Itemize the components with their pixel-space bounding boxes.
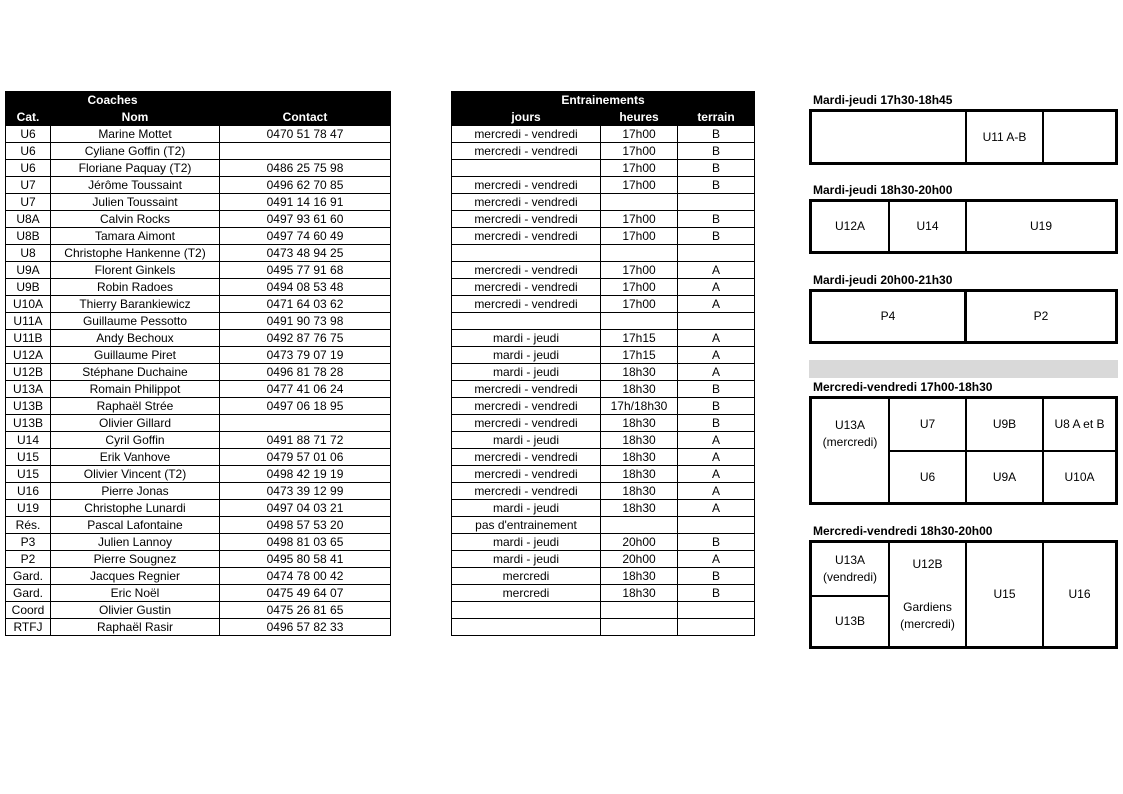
cell-heures: 18h30 <box>601 568 678 585</box>
coaches-row <box>6 619 391 636</box>
cell-heures: 17h00 <box>601 160 678 177</box>
training-row <box>452 313 755 330</box>
training-row <box>452 398 755 415</box>
coaches-row <box>6 432 391 449</box>
cell-cat: U12B <box>6 364 51 381</box>
training-row <box>452 466 755 483</box>
cell-contact: 0497 04 03 21 <box>220 500 391 517</box>
cell-contact: 0495 77 91 68 <box>220 262 391 279</box>
cell-cat: U11B <box>6 330 51 347</box>
coaches-row <box>6 330 391 347</box>
training-row <box>452 534 755 551</box>
cell-terrain <box>678 619 755 636</box>
training-row <box>452 330 755 347</box>
cell-terrain: B <box>678 228 755 245</box>
cell-cat: U12A <box>6 347 51 364</box>
coaches-row <box>6 483 391 500</box>
cell-contact: 0479 57 01 06 <box>220 449 391 466</box>
training-row <box>452 262 755 279</box>
cell-cat: Rés. <box>6 517 51 534</box>
schedule-1-cell <box>811 111 966 163</box>
coaches-table <box>5 91 391 636</box>
cell-terrain: B <box>678 211 755 228</box>
training-row <box>452 245 755 262</box>
coaches-row <box>6 551 391 568</box>
cell-terrain: B <box>678 177 755 194</box>
cell-contact: 0498 81 03 65 <box>220 534 391 551</box>
cell-heures: 18h30 <box>601 466 678 483</box>
training-row <box>452 415 755 432</box>
cell-cat: U6 <box>6 160 51 177</box>
cell-contact: 0498 42 19 19 <box>220 466 391 483</box>
training-row <box>452 602 755 619</box>
schedule-4-title: Mercredi-vendredi 17h00-18h30 <box>813 380 993 394</box>
cell-cat: Gard. <box>6 585 51 602</box>
cell-heures: 18h30 <box>601 585 678 602</box>
cell-contact: 0486 25 75 98 <box>220 160 391 177</box>
cell-heures: 17h00 <box>601 126 678 143</box>
cell-contact <box>220 143 391 160</box>
schedule-5-cell-gardiens <box>889 542 966 647</box>
cell-heures: 18h30 <box>601 364 678 381</box>
cell-jours: mercredi - vendredi <box>452 381 601 398</box>
cell-terrain <box>678 517 755 534</box>
training-row <box>452 483 755 500</box>
schedule-5-cell: U16 <box>1043 542 1116 647</box>
cell-contact: 0496 57 82 33 <box>220 619 391 636</box>
schedule-4-cell: U9B <box>966 398 1043 451</box>
schedule-2-cell: U19 <box>966 201 1116 252</box>
schedule-3-cell: P4 <box>811 291 966 342</box>
training-table <box>451 91 755 636</box>
cell-jours: mardi - jeudi <box>452 347 601 364</box>
coaches-row <box>6 194 391 211</box>
cell-terrain: A <box>678 330 755 347</box>
cell-terrain: A <box>678 483 755 500</box>
cell-jours: mardi - jeudi <box>452 432 601 449</box>
training-header-top <box>452 92 755 109</box>
training-row <box>452 432 755 449</box>
schedule-5-cell: U13B <box>811 596 889 647</box>
cell-contact: 0470 51 78 47 <box>220 126 391 143</box>
cell-contact: 0471 64 03 62 <box>220 296 391 313</box>
cell-nom: Jérôme Toussaint <box>51 177 220 194</box>
cell-jours: mercredi - vendredi <box>452 126 601 143</box>
cell-nom: Julien Toussaint <box>51 194 220 211</box>
cell-jours: mercredi - vendredi <box>452 143 601 160</box>
coaches-row <box>6 517 391 534</box>
cell-nom: Pierre Sougnez <box>51 551 220 568</box>
schedule-1-cell <box>1043 111 1116 163</box>
cell-cat: U9B <box>6 279 51 296</box>
cell-nom: Stéphane Duchaine <box>51 364 220 381</box>
cell-heures: 17h00 <box>601 211 678 228</box>
cell-jours: mercredi - vendredi <box>452 466 601 483</box>
training-row <box>452 279 755 296</box>
cell-contact: 0475 49 64 07 <box>220 585 391 602</box>
schedule-5-label: U12B <box>912 557 943 571</box>
cell-heures <box>601 602 678 619</box>
coaches-row <box>6 381 391 398</box>
training-header-cols <box>452 109 755 126</box>
cell-cat: U15 <box>6 449 51 466</box>
cell-terrain: B <box>678 415 755 432</box>
cell-nom: Cyril Goffin <box>51 432 220 449</box>
cell-cat: U7 <box>6 194 51 211</box>
cell-terrain: B <box>678 585 755 602</box>
training-row <box>452 228 755 245</box>
cell-contact: 0491 14 16 91 <box>220 194 391 211</box>
cell-nom: Christophe Hankenne (T2) <box>51 245 220 262</box>
schedule-4-cell: U13A (mercredi) <box>811 398 889 503</box>
cell-contact: 0498 57 53 20 <box>220 517 391 534</box>
col-contact: Contact <box>220 109 391 126</box>
cell-heures: 17h00 <box>601 177 678 194</box>
cell-contact: 0473 39 12 99 <box>220 483 391 500</box>
coaches-row <box>6 279 391 296</box>
cell-contact: 0473 79 07 19 <box>220 347 391 364</box>
cell-nom: Marine Mottet <box>51 126 220 143</box>
cell-nom: Erik Vanhove <box>51 449 220 466</box>
cell-terrain: A <box>678 466 755 483</box>
coaches-row <box>6 415 391 432</box>
cell-terrain: A <box>678 432 755 449</box>
cell-nom: Pierre Jonas <box>51 483 220 500</box>
cell-contact: 0495 80 58 41 <box>220 551 391 568</box>
training-row <box>452 585 755 602</box>
schedule-5-cell: U15 <box>966 542 1043 647</box>
schedule-4-cell: U9A <box>966 451 1043 503</box>
cell-terrain: A <box>678 500 755 517</box>
cell-terrain: A <box>678 296 755 313</box>
cell-jours <box>452 313 601 330</box>
coaches-row <box>6 160 391 177</box>
training-row <box>452 551 755 568</box>
cell-cat: U7 <box>6 177 51 194</box>
cell-heures: 17h00 <box>601 296 678 313</box>
cell-jours: mercredi - vendredi <box>452 262 601 279</box>
cell-heures: 17h00 <box>601 228 678 245</box>
cell-contact: 0475 26 81 65 <box>220 602 391 619</box>
cell-jours: mercredi - vendredi <box>452 228 601 245</box>
training-body <box>452 126 755 636</box>
schedule-2-cell: U12A <box>811 201 889 252</box>
training-row <box>452 381 755 398</box>
schedule-4-cell: U10A <box>1043 451 1116 503</box>
coaches-row <box>6 398 391 415</box>
coaches-row <box>6 211 391 228</box>
cell-cat: Gard. <box>6 568 51 585</box>
cell-nom: Julien Lannoy <box>51 534 220 551</box>
schedule-2-grid <box>809 199 1118 254</box>
coaches-row <box>6 143 391 160</box>
training-row <box>452 194 755 211</box>
schedule-4-cell: U8 A et B <box>1043 398 1116 451</box>
cell-nom: Christophe Lunardi <box>51 500 220 517</box>
cell-nom: Jacques Regnier <box>51 568 220 585</box>
training-row <box>452 211 755 228</box>
schedule-1-grid <box>809 109 1118 165</box>
cell-cat: Coord <box>6 602 51 619</box>
coaches-row <box>6 126 391 143</box>
schedule-3-cell: P2 <box>966 291 1116 342</box>
cell-nom: Romain Philippot <box>51 381 220 398</box>
training-row <box>452 126 755 143</box>
schedule-5-grid <box>809 540 1118 649</box>
cell-heures: 18h30 <box>601 500 678 517</box>
training-row <box>452 347 755 364</box>
coaches-row <box>6 466 391 483</box>
col-heures: heures <box>601 109 678 126</box>
coaches-header-top <box>6 92 391 109</box>
cell-terrain: B <box>678 126 755 143</box>
cell-cat: U8 <box>6 245 51 262</box>
cell-cat: U16 <box>6 483 51 500</box>
cell-contact: 0497 93 61 60 <box>220 211 391 228</box>
cell-jours: mercredi <box>452 585 601 602</box>
schedule-4-cell: U6 <box>889 451 966 503</box>
cell-heures: 18h30 <box>601 432 678 449</box>
cell-heures: 17h00 <box>601 262 678 279</box>
cell-jours: mercredi <box>452 568 601 585</box>
coaches-title: Coaches <box>6 92 220 109</box>
col-nom: Nom <box>51 109 220 126</box>
cell-terrain: A <box>678 449 755 466</box>
cell-cat: U14 <box>6 432 51 449</box>
cell-cat: U6 <box>6 143 51 160</box>
cell-nom: Olivier Vincent (T2) <box>51 466 220 483</box>
cell-jours: mercredi - vendredi <box>452 211 601 228</box>
training-row <box>452 517 755 534</box>
cell-cat: P2 <box>6 551 51 568</box>
cell-heures <box>601 517 678 534</box>
cell-jours: mardi - jeudi <box>452 551 601 568</box>
cell-contact: 0492 87 76 75 <box>220 330 391 347</box>
cell-nom: Robin Radoes <box>51 279 220 296</box>
divider-bar <box>809 360 1118 378</box>
cell-terrain: A <box>678 262 755 279</box>
cell-terrain: B <box>678 568 755 585</box>
cell-nom: Andy Bechoux <box>51 330 220 347</box>
schedule-2-cell: U14 <box>889 201 966 252</box>
cell-cat: U8B <box>6 228 51 245</box>
coaches-row <box>6 585 391 602</box>
cell-nom: Calvin Rocks <box>51 211 220 228</box>
col-cat: Cat. <box>6 109 51 126</box>
cell-cat: U9A <box>6 262 51 279</box>
cell-contact: 0474 78 00 42 <box>220 568 391 585</box>
col-terrain: terrain <box>678 109 755 126</box>
cell-jours <box>452 160 601 177</box>
cell-cat: RTFJ <box>6 619 51 636</box>
cell-heures: 17h15 <box>601 347 678 364</box>
schedule-1-cell: U11 A-B <box>966 111 1043 163</box>
cell-jours: mercredi - vendredi <box>452 449 601 466</box>
cell-jours: mercredi - vendredi <box>452 177 601 194</box>
cell-cat: U13A <box>6 381 51 398</box>
training-row <box>452 619 755 636</box>
cell-nom: Guillaume Piret <box>51 347 220 364</box>
cell-contact: 0491 90 73 98 <box>220 313 391 330</box>
cell-contact: 0473 48 94 25 <box>220 245 391 262</box>
cell-cat: U8A <box>6 211 51 228</box>
coaches-header-cols <box>6 109 391 126</box>
coaches-row <box>6 500 391 517</box>
cell-nom: Thierry Barankiewicz <box>51 296 220 313</box>
cell-heures: 20h00 <box>601 534 678 551</box>
coaches-row <box>6 568 391 585</box>
cell-nom: Pascal Lafontaine <box>51 517 220 534</box>
coaches-row <box>6 534 391 551</box>
cell-jours: mercredi - vendredi <box>452 483 601 500</box>
cell-jours: mercredi - vendredi <box>452 194 601 211</box>
cell-jours: mardi - jeudi <box>452 534 601 551</box>
coaches-body <box>6 126 391 636</box>
cell-cat: U10A <box>6 296 51 313</box>
cell-jours: mercredi - vendredi <box>452 296 601 313</box>
cell-nom: Floriane Paquay (T2) <box>51 160 220 177</box>
training-row <box>452 500 755 517</box>
cell-jours: mardi - jeudi <box>452 500 601 517</box>
schedule-1-title: Mardi-jeudi 17h30-18h45 <box>813 93 953 107</box>
cell-contact: 0497 74 60 49 <box>220 228 391 245</box>
cell-jours: pas d'entrainement <box>452 517 601 534</box>
cell-nom: Olivier Gillard <box>51 415 220 432</box>
coaches-row <box>6 347 391 364</box>
cell-cat: U13B <box>6 415 51 432</box>
cell-cat: U19 <box>6 500 51 517</box>
schedule-3-title: Mardi-jeudi 20h00-21h30 <box>813 273 953 287</box>
cell-nom: Eric Noël <box>51 585 220 602</box>
cell-terrain: B <box>678 398 755 415</box>
cell-cat: U13B <box>6 398 51 415</box>
cell-terrain: B <box>678 160 755 177</box>
cell-nom: Raphaël Rasir <box>51 619 220 636</box>
schedule-5-label: Gardiens (mercredi) <box>900 600 955 631</box>
schedule-4-cell: U7 <box>889 398 966 451</box>
cell-nom: Tamara Aimont <box>51 228 220 245</box>
cell-terrain <box>678 194 755 211</box>
cell-nom: Raphaël Strée <box>51 398 220 415</box>
schedule-2-title: Mardi-jeudi 18h30-20h00 <box>813 183 953 197</box>
cell-nom: Olivier Gustin <box>51 602 220 619</box>
cell-terrain: A <box>678 551 755 568</box>
training-row <box>452 364 755 381</box>
cell-contact: 0496 62 70 85 <box>220 177 391 194</box>
cell-jours: mercredi - vendredi <box>452 398 601 415</box>
cell-heures: 18h30 <box>601 381 678 398</box>
cell-terrain <box>678 602 755 619</box>
cell-terrain: B <box>678 143 755 160</box>
coaches-row <box>6 449 391 466</box>
cell-nom: Guillaume Pessotto <box>51 313 220 330</box>
cell-nom: Cyliane Goffin (T2) <box>51 143 220 160</box>
coaches-row <box>6 602 391 619</box>
cell-heures <box>601 194 678 211</box>
coaches-header-blank <box>220 92 391 109</box>
cell-contact <box>220 415 391 432</box>
cell-contact: 0496 81 78 28 <box>220 364 391 381</box>
cell-heures <box>601 245 678 262</box>
cell-jours <box>452 602 601 619</box>
training-row <box>452 160 755 177</box>
coaches-row <box>6 177 391 194</box>
cell-jours: mercredi - vendredi <box>452 415 601 432</box>
cell-heures: 17h00 <box>601 279 678 296</box>
schedule-5-cell: U13A (vendredi) <box>811 542 889 596</box>
cell-heures: 17h00 <box>601 143 678 160</box>
cell-terrain: A <box>678 347 755 364</box>
cell-cat: U6 <box>6 126 51 143</box>
cell-terrain: A <box>678 364 755 381</box>
cell-heures <box>601 313 678 330</box>
cell-terrain <box>678 313 755 330</box>
training-row <box>452 296 755 313</box>
training-row <box>452 177 755 194</box>
cell-jours: mardi - jeudi <box>452 330 601 347</box>
cell-heures <box>601 619 678 636</box>
cell-cat: U15 <box>6 466 51 483</box>
cell-jours <box>452 619 601 636</box>
cell-contact: 0477 41 06 24 <box>220 381 391 398</box>
cell-nom: Florent Ginkels <box>51 262 220 279</box>
cell-jours: mardi - jeudi <box>452 364 601 381</box>
cell-contact: 0497 06 18 95 <box>220 398 391 415</box>
coaches-row <box>6 313 391 330</box>
cell-cat: U11A <box>6 313 51 330</box>
coaches-row <box>6 262 391 279</box>
cell-terrain <box>678 245 755 262</box>
cell-jours: mercredi - vendredi <box>452 279 601 296</box>
schedule-4-grid <box>809 396 1118 505</box>
training-row <box>452 568 755 585</box>
cell-heures: 18h30 <box>601 415 678 432</box>
training-row <box>452 449 755 466</box>
coaches-row <box>6 364 391 381</box>
cell-heures: 18h30 <box>601 483 678 500</box>
col-jours: jours <box>452 109 601 126</box>
cell-heures: 18h30 <box>601 449 678 466</box>
coaches-row <box>6 245 391 262</box>
cell-contact: 0491 88 71 72 <box>220 432 391 449</box>
cell-heures: 20h00 <box>601 551 678 568</box>
schedule-3-grid <box>809 289 1118 344</box>
coaches-row <box>6 228 391 245</box>
coaches-row <box>6 296 391 313</box>
cell-heures: 17h/18h30 <box>601 398 678 415</box>
training-row <box>452 143 755 160</box>
cell-cat: P3 <box>6 534 51 551</box>
training-title: Entrainements <box>452 92 755 109</box>
schedule-5-title: Mercredi-vendredi 18h30-20h00 <box>813 524 993 538</box>
cell-terrain: B <box>678 534 755 551</box>
cell-terrain: B <box>678 381 755 398</box>
cell-jours <box>452 245 601 262</box>
cell-terrain: A <box>678 279 755 296</box>
cell-contact: 0494 08 53 48 <box>220 279 391 296</box>
cell-heures: 17h15 <box>601 330 678 347</box>
